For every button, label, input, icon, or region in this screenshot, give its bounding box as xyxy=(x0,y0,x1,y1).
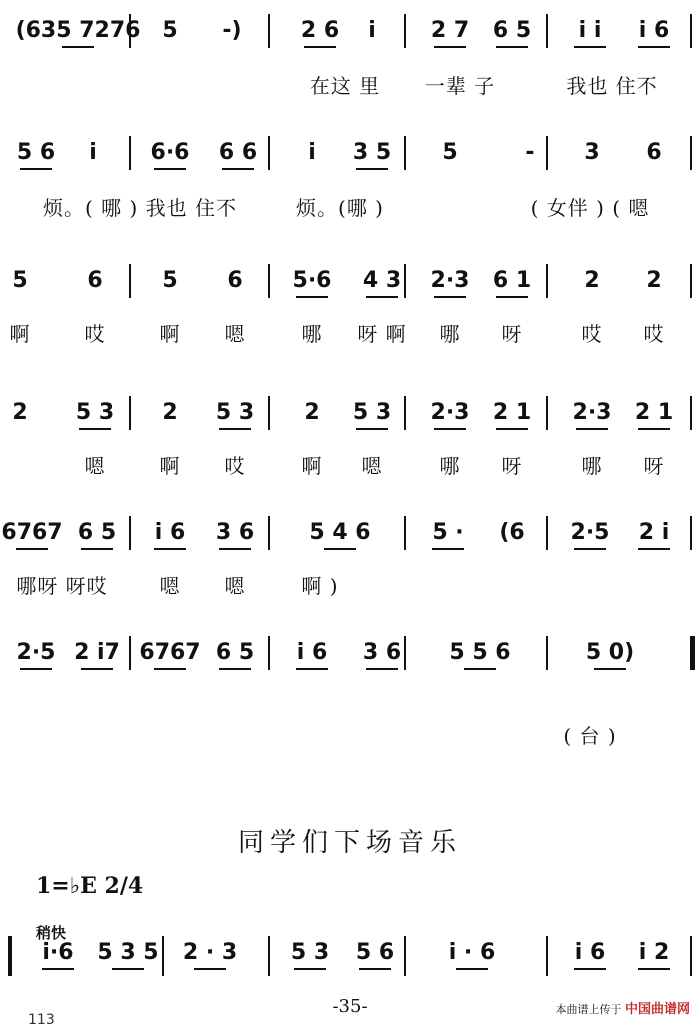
barline xyxy=(690,396,692,430)
beam-underline xyxy=(434,46,466,48)
beam-underline xyxy=(366,668,398,670)
credit-prefix: 本曲谱上传于 xyxy=(555,1003,622,1016)
note-group: i 6 xyxy=(154,520,186,545)
barline xyxy=(690,14,692,48)
note-group: 5 3 xyxy=(352,400,392,425)
lyric-text: 呀 xyxy=(501,454,523,478)
note-group: 2 xyxy=(584,268,600,293)
lyric-text: 呀 xyxy=(643,454,665,478)
note-group: 2 xyxy=(12,400,28,425)
note-group: 6·6 xyxy=(150,140,190,165)
barline xyxy=(162,936,164,976)
note-group: 2 1 xyxy=(492,400,532,425)
barline xyxy=(404,636,406,670)
lyric-text: 呀 啊 xyxy=(357,322,407,346)
beam-underline xyxy=(112,968,144,970)
lyric-text: 啊 xyxy=(159,454,181,478)
barline xyxy=(404,264,406,298)
note-group: 5 4 6 xyxy=(309,520,371,545)
beam-underline xyxy=(594,668,626,670)
barline xyxy=(690,264,692,298)
beam-underline xyxy=(574,968,606,970)
beam-underline xyxy=(432,548,464,550)
note-group: 3 6 xyxy=(215,520,255,545)
note-group: i xyxy=(308,140,316,165)
note-group: 2·3 xyxy=(430,268,470,293)
barline xyxy=(690,936,692,976)
barline xyxy=(404,936,406,976)
barline xyxy=(268,264,270,298)
beam-underline xyxy=(294,968,326,970)
note-group: 5 6 xyxy=(355,940,395,965)
beam-underline xyxy=(62,46,94,48)
note-group: 6 5 xyxy=(77,520,117,545)
lyric-text: 嗯 xyxy=(361,454,383,478)
note-group: i 6 xyxy=(638,18,670,43)
note-group: (6 xyxy=(499,520,525,545)
note-group: 3 xyxy=(584,140,600,165)
note-group: 2·5 xyxy=(16,640,56,665)
beam-underline xyxy=(219,428,251,430)
lyric-text: 哎 xyxy=(643,322,665,346)
repeat-barline xyxy=(8,936,12,976)
beam-underline xyxy=(81,668,113,670)
beam-underline xyxy=(296,668,328,670)
beam-underline xyxy=(324,548,356,550)
beam-underline xyxy=(194,968,226,970)
note-group: 6 xyxy=(87,268,103,293)
lyric-text: 烦。( 哪 ) 我也 住不 xyxy=(42,196,238,220)
beam-underline xyxy=(304,46,336,48)
lyric-text: 哪呀 呀哎 xyxy=(16,574,108,598)
note-group: 5 xyxy=(162,268,178,293)
note-group: 4 3 xyxy=(362,268,402,293)
lyric-text: 哪 xyxy=(439,454,461,478)
lyric-text: 嗯 xyxy=(224,322,246,346)
credit-site: 中国曲谱网 xyxy=(624,1002,690,1017)
cut-off-text: 113 xyxy=(28,1012,55,1028)
beam-underline xyxy=(79,428,111,430)
note-group: 3 5 xyxy=(352,140,392,165)
barline xyxy=(546,14,548,48)
note-group: 6 xyxy=(646,140,662,165)
barline xyxy=(546,636,548,670)
note-group: 2 1 xyxy=(634,400,674,425)
key-signature: 1=♭E 2/4 xyxy=(36,873,144,899)
barline xyxy=(690,636,695,670)
beam-underline xyxy=(81,548,113,550)
lyric-text: 哎 xyxy=(84,322,106,346)
lyric-text: 呀 xyxy=(501,322,523,346)
note-group: -) xyxy=(222,18,242,43)
barline xyxy=(129,264,131,298)
note-group: 6 xyxy=(227,268,243,293)
note-group: 5 3 xyxy=(75,400,115,425)
note-group: i xyxy=(368,18,376,43)
barline xyxy=(268,516,270,550)
barline xyxy=(404,136,406,170)
barline xyxy=(268,136,270,170)
note-group: 2 i xyxy=(638,520,670,545)
beam-underline xyxy=(154,668,186,670)
tempo-marking: 稍快 xyxy=(36,924,67,942)
note-group: i · 6 xyxy=(448,940,496,965)
beam-underline xyxy=(638,548,670,550)
note-group: 6 5 xyxy=(215,640,255,665)
beam-underline xyxy=(456,968,488,970)
lyric-text: ( 女伴 ) ( 嗯 xyxy=(530,196,650,220)
lyric-text: 哪 xyxy=(581,454,603,478)
lyric-text: 哪 xyxy=(439,322,461,346)
beam-underline xyxy=(434,428,466,430)
note-group: 5 xyxy=(12,268,28,293)
note-group: 5 5 6 xyxy=(449,640,511,665)
note-group: 6 1 xyxy=(492,268,532,293)
barline xyxy=(268,14,270,48)
lyric-text: 啊 xyxy=(301,454,323,478)
note-group: 2·5 xyxy=(570,520,610,545)
note-group: i i xyxy=(578,18,602,43)
barline xyxy=(129,636,131,670)
note-group: (635 7276 xyxy=(15,18,141,43)
beam-underline xyxy=(638,968,670,970)
note-group: - xyxy=(525,140,535,165)
beam-underline xyxy=(219,548,251,550)
barline xyxy=(690,136,692,170)
note-group: i 6 xyxy=(574,940,606,965)
barline xyxy=(546,516,548,550)
note-group: 5 0) xyxy=(585,640,635,665)
lyric-text: 哪 xyxy=(301,322,323,346)
lyric-text: 嗯 xyxy=(84,454,106,478)
barline xyxy=(546,136,548,170)
note-group: 5 6 xyxy=(16,140,56,165)
lyric-text: 哎 xyxy=(224,454,246,478)
note-group: 2 i7 xyxy=(74,640,120,665)
note-group: 6767 xyxy=(1,520,63,545)
site-credit[interactable] xyxy=(555,998,690,1017)
barline xyxy=(546,396,548,430)
note-group: 6767 xyxy=(139,640,201,665)
barline xyxy=(546,936,548,976)
note-group: 6 6 xyxy=(218,140,258,165)
barline xyxy=(129,516,131,550)
beam-underline xyxy=(574,46,606,48)
barline xyxy=(129,396,131,430)
beam-underline xyxy=(366,296,398,298)
page-number: -35- xyxy=(332,996,368,1017)
barline xyxy=(268,936,270,976)
note-group: 2 6 xyxy=(300,18,340,43)
note-group: 5 xyxy=(162,18,178,43)
note-group: i·6 xyxy=(42,940,74,965)
beam-underline xyxy=(20,668,52,670)
note-group: 2 xyxy=(646,268,662,293)
beam-underline xyxy=(296,296,328,298)
lyric-text: 一辈 子 xyxy=(424,74,496,98)
note-group: 5 3 5 xyxy=(97,940,159,965)
lyric-text: 在这 里 xyxy=(309,74,381,98)
lyric-text: 我也 住不 xyxy=(566,74,658,98)
lyric-text: 嗯 xyxy=(159,574,181,598)
note-group: 5 · xyxy=(432,520,464,545)
beam-underline xyxy=(496,428,528,430)
beam-underline xyxy=(222,168,254,170)
note-group: 6 5 xyxy=(492,18,532,43)
note-group: 2 xyxy=(162,400,178,425)
note-group: 5 3 xyxy=(215,400,255,425)
lyric-text: 啊 xyxy=(9,322,31,346)
barline xyxy=(268,396,270,430)
beam-underline xyxy=(638,428,670,430)
note-group: 2 xyxy=(304,400,320,425)
beam-underline xyxy=(574,548,606,550)
barline xyxy=(268,636,270,670)
lyric-text: 啊 xyxy=(159,322,181,346)
beam-underline xyxy=(576,428,608,430)
beam-underline xyxy=(42,968,74,970)
note-group: 2 7 xyxy=(430,18,470,43)
beam-underline xyxy=(356,168,388,170)
barline xyxy=(129,136,131,170)
beam-underline xyxy=(496,46,528,48)
barline xyxy=(404,516,406,550)
beam-underline xyxy=(434,296,466,298)
lyric-text: 哎 xyxy=(581,322,603,346)
lyric-text: ( 台 ) xyxy=(563,724,617,748)
barline xyxy=(546,264,548,298)
beam-underline xyxy=(359,968,391,970)
barline xyxy=(404,396,406,430)
beam-underline xyxy=(219,668,251,670)
note-group: 5·6 xyxy=(292,268,332,293)
note-group: i xyxy=(89,140,97,165)
note-group: 2·3 xyxy=(572,400,612,425)
beam-underline xyxy=(638,46,670,48)
beam-underline xyxy=(16,548,48,550)
lyric-text: 啊 ) xyxy=(301,574,339,598)
note-group: 5 3 xyxy=(290,940,330,965)
section-title: 同学们下场音乐 xyxy=(237,828,462,858)
note-group: 2·3 xyxy=(430,400,470,425)
barline xyxy=(690,516,692,550)
lyric-text: 烦。(哪 ) xyxy=(296,196,384,220)
beam-underline xyxy=(20,168,52,170)
note-group: i 6 xyxy=(296,640,328,665)
barline xyxy=(404,14,406,48)
note-group: 2 · 3 xyxy=(182,940,238,965)
beam-underline xyxy=(356,428,388,430)
note-group: 5 xyxy=(442,140,458,165)
beam-underline xyxy=(154,168,186,170)
lyric-text: 嗯 xyxy=(224,574,246,598)
note-group: 3 6 xyxy=(362,640,402,665)
beam-underline xyxy=(464,668,496,670)
beam-underline xyxy=(496,296,528,298)
note-group: i 2 xyxy=(638,940,670,965)
beam-underline xyxy=(154,548,186,550)
